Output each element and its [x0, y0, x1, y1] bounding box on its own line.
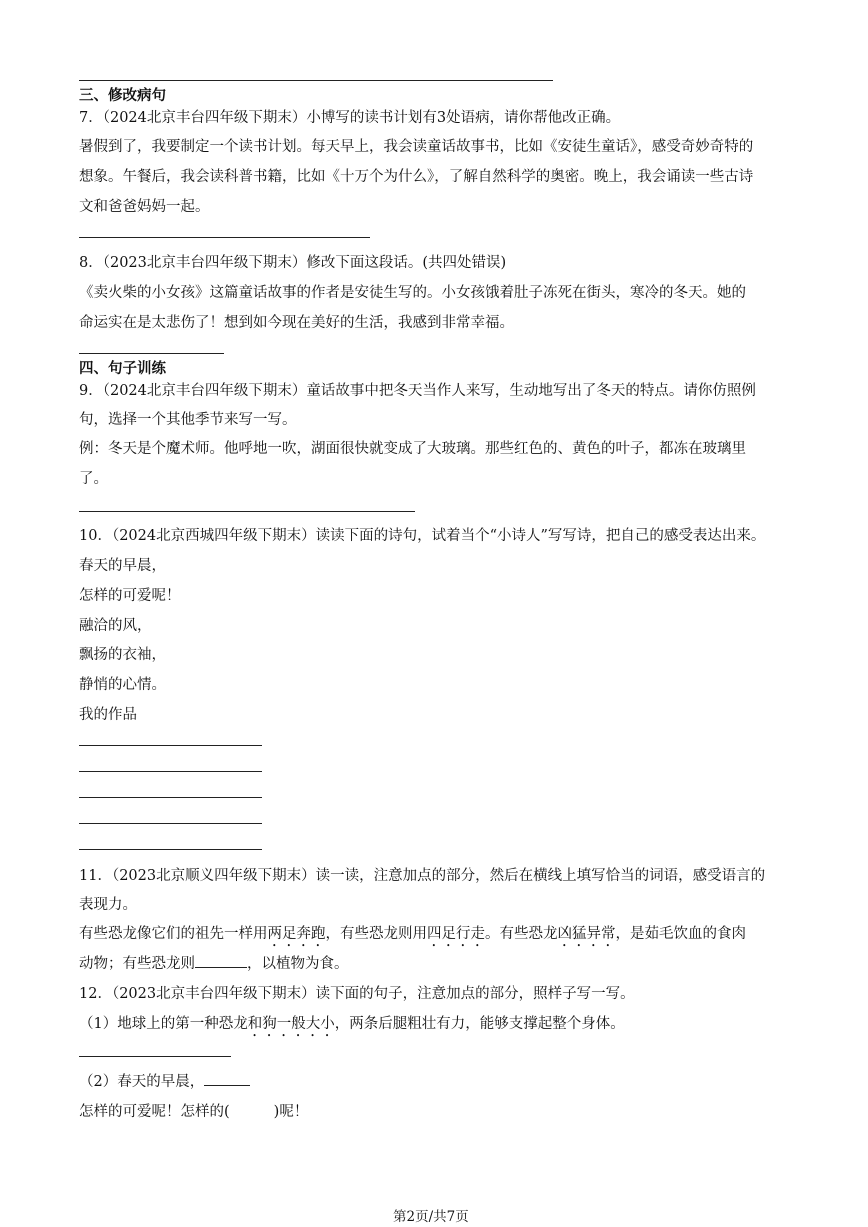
q7-prompt: 7．（2024北京丰台四年级下期末）小博写的读书计划有3处语病，请你帮他改正确。: [79, 110, 621, 126]
q9-example-2: 了。: [79, 471, 108, 487]
q9-example-1: 例：冬天是个魔术师。他呼地一吹，湖面很快就变成了大玻璃。那些红色的、黄色的叶子，都冻在玻璃里: [79, 441, 746, 457]
q10-answer-line-1[interactable]: [79, 745, 262, 746]
q7-line-3: 文和爸爸妈妈一起。: [79, 199, 210, 215]
q12-text-3a: 怎样的可爱呢！怎样的(: [79, 1104, 230, 1120]
q11-dotted-ferocious: 凶猛异常: [557, 926, 616, 942]
q7-line-1: 暑假到了，我要制定一个读书计划。每天早上，我会读童话故事书，比如《安徒生童话》，感受奇妙奇特的: [79, 139, 754, 155]
q11-text-g: ，是茹毛饮血的食肉: [615, 926, 746, 942]
q7-answer-line[interactable]: [79, 237, 370, 238]
q11-text-e: 。有些恐龙: [485, 926, 558, 942]
q9-prompt-1: 9．（2024北京丰台四年级下期末）童话故事中把冬天当作人来写，生动地写出了冬天的特点。请你仿照例: [79, 383, 756, 399]
q12-text-2: （2）春天的早晨，: [79, 1074, 205, 1090]
q11-prompt-1: 11．（2023北京顺义四年级下期末）读一读，注意加点的部分，然后在横线上填写恰当的词语，感受语言的: [79, 868, 766, 884]
q11-prompt-2: 表现力。: [79, 897, 137, 913]
section-3-title: 三、修改病句: [79, 88, 166, 104]
q8-prompt: 8．（2023北京丰台四年级下期末）修改下面这段话。(共四处错误): [79, 255, 507, 271]
q9-answer-line[interactable]: [79, 511, 415, 512]
q7-line-2: 想象。午餐后，我会读科普书籍，比如《十万个为什么》，了解自然科学的奥密。晚上，我会诵读一些古诗: [79, 169, 754, 185]
q12-sentence-2: [79, 1070, 250, 1091]
q11-text-2b: ，以植物为食。: [247, 956, 349, 972]
q10-answer-line-4[interactable]: [79, 823, 262, 824]
q8-line-2: 命运实在是太悲伤了！想到如今现在美好的生活，我感到非常幸福。: [79, 315, 514, 331]
q11-dotted-four-feet: 四足行走: [427, 926, 485, 942]
q10-answer-line-5[interactable]: [79, 849, 262, 850]
page-footer: 第2页/共7页: [393, 1209, 469, 1225]
q12-answer-line-1[interactable]: [79, 1056, 231, 1057]
q10-poem-line-5: 静悄的心情。: [79, 677, 166, 693]
q12-fill-blank[interactable]: [204, 1071, 250, 1086]
q10-answer-line-3[interactable]: [79, 797, 262, 798]
q8-line-1: 《卖火柴的小女孩》这篇童话故事的作者是安徒生写的。小女孩饿着肚子冻死在街头，寒冷的冬天。她的: [79, 285, 746, 301]
top-rule: [79, 80, 553, 81]
q10-poem-line-4: 飘扬的衣袖，: [79, 647, 166, 663]
q12-sentence-1: [79, 1012, 625, 1040]
q10-prompt: 10．（2024北京西城四年级下期末）读读下面的诗句，试着当个“小诗人”写写诗，把自己的感受表达出来。: [79, 528, 766, 544]
section-4-title: 四、句子训练: [79, 361, 166, 377]
q11-text-c: ，有些恐龙则用: [325, 926, 427, 942]
q11-text-2a: 动物；有些恐龙则: [79, 956, 195, 972]
q11-text-a: 有些恐龙像它们的祖先一样用: [79, 926, 268, 942]
q10-answer-line-2[interactable]: [79, 771, 262, 772]
q9-prompt-2: 句，选择一个其他季节来写一写。: [79, 412, 297, 428]
q11-sentence-1: [79, 922, 746, 950]
q10-poem-line-2: 怎样的可爱呢！: [79, 588, 181, 604]
q10-my-work-label: 我的作品: [79, 707, 137, 723]
q11-dotted-two-feet: 两足奔跑: [267, 926, 326, 942]
q11-fill-blank[interactable]: [195, 953, 247, 968]
q11-sentence-2: [79, 952, 349, 973]
q10-poem-line-3: 融洽的风，: [79, 618, 152, 634]
q12-text-3b: )呢！: [273, 1104, 309, 1120]
q12-sentence-3: [79, 1100, 308, 1121]
q12-text-1a: （1）地球上的第一种恐龙: [79, 1016, 248, 1032]
section-4-rule: [79, 353, 224, 354]
q10-poem-line-1: 春天的早晨，: [79, 558, 166, 574]
q12-dotted-dog-size: 和狗一般大小: [247, 1016, 335, 1032]
q12-text-1c: ，两条后腿粗壮有力，能够支撑起整个身体。: [334, 1016, 625, 1032]
q12-prompt: 12．（2023北京丰台四年级下期末）读下面的句子，注意加点的部分，照样子写一写。: [79, 986, 635, 1002]
